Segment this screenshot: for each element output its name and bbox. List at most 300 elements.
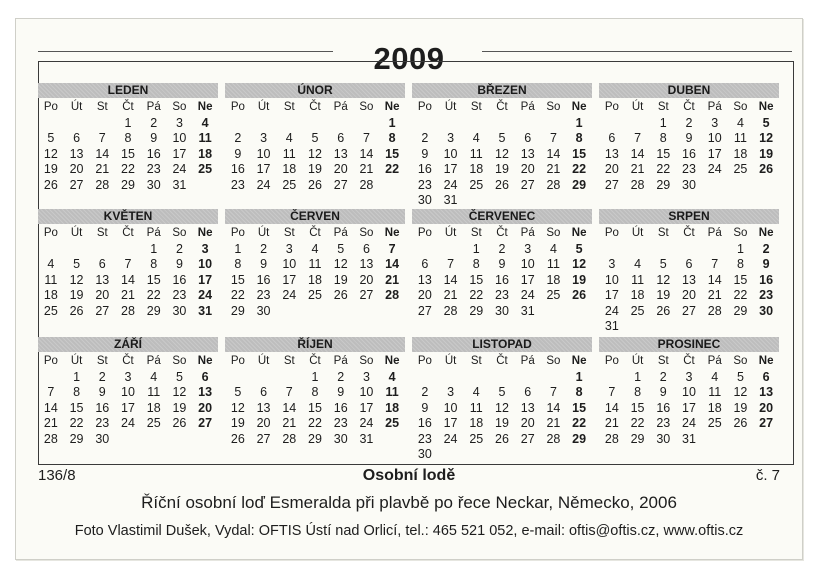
weekday-label: Út <box>444 227 457 239</box>
day-cell: 10 <box>520 257 535 271</box>
weekday-label: Po <box>604 227 619 239</box>
day-cell: 3 <box>447 131 455 145</box>
day-cell: 10 <box>359 385 374 399</box>
day-cell: 13 <box>198 385 213 399</box>
day-cell: 12 <box>69 272 84 287</box>
day-cell: 2 <box>659 369 667 384</box>
day-cell: 2 <box>762 241 770 256</box>
day-cell: 6 <box>524 131 532 145</box>
day-cell: 15 <box>656 146 671 161</box>
empty-cell <box>115 242 141 258</box>
weekday-label: Čt <box>309 227 321 239</box>
day-cell: 5 <box>736 369 744 384</box>
day-cell: 27 <box>759 416 774 430</box>
day-cell: 14 <box>359 146 374 161</box>
empty-cell <box>625 116 651 132</box>
day-cell: 9 <box>498 257 506 271</box>
day-cell: 28 <box>546 431 561 446</box>
weekday-label: Ne <box>571 355 587 367</box>
day-cell: 28 <box>443 303 458 318</box>
weekday-label: Út <box>70 227 83 239</box>
day-cell: 7 <box>608 385 616 399</box>
weekday-label: Po <box>230 355 245 367</box>
month-block <box>38 83 218 193</box>
day-cell: 22 <box>69 416 84 430</box>
day-cell: 8 <box>575 131 583 145</box>
day-cell: 26 <box>308 177 322 192</box>
day-cell: 28 <box>43 431 58 446</box>
day-cell: 9 <box>337 385 345 399</box>
publisher-credits: Foto Vlastimil Dušek, Vydal: OFTIS Ústí nad Orlicí, tel.: 465 521 052, e-mail: oftis@oftis.cz, www.oftis.cz <box>74 523 744 539</box>
weekday-label: Pá <box>520 227 535 239</box>
day-cell: 27 <box>520 431 535 446</box>
month-name: KVĚTEN <box>38 209 218 224</box>
empty-cell <box>225 116 251 132</box>
day-cell: 14 <box>630 146 645 161</box>
weekday-label: So <box>733 227 748 239</box>
day-cell: 29 <box>733 303 748 318</box>
day-cell: 29 <box>572 177 587 192</box>
month-days-grid <box>225 226 405 319</box>
day-cell: 28 <box>707 303 722 318</box>
day-cell: 19 <box>172 400 187 415</box>
day-cell: 21 <box>630 162 645 176</box>
day-cell: 23 <box>656 416 671 430</box>
day-cell: 21 <box>546 416 561 430</box>
day-cell: 13 <box>417 272 432 287</box>
day-cell: 25 <box>707 416 722 430</box>
month-block <box>599 337 779 447</box>
day-cell: 28 <box>95 177 110 192</box>
day-cell: 31 <box>443 193 458 207</box>
day-cell: 3 <box>447 385 455 399</box>
month-days-grid <box>412 100 592 209</box>
month-name: PROSINEC <box>599 337 779 352</box>
day-cell: 7 <box>711 257 719 271</box>
day-cell: 8 <box>124 131 132 145</box>
weekday-label: St <box>470 101 482 113</box>
day-cell: 29 <box>630 431 645 446</box>
month-name: LISTOPAD <box>412 337 592 352</box>
month-name: DUBEN <box>599 83 779 98</box>
day-cell: 11 <box>469 400 483 415</box>
day-cell: 26 <box>656 303 671 318</box>
day-cell: 22 <box>146 288 161 302</box>
weekday-label: Čt <box>683 101 695 113</box>
month-days-grid <box>412 226 592 319</box>
day-cell: 12 <box>733 385 748 399</box>
day-cell: 16 <box>495 272 509 287</box>
weekday-label: Po <box>230 101 245 113</box>
day-cell: 9 <box>150 131 158 145</box>
day-cell: 24 <box>198 288 213 302</box>
day-cell: 10 <box>443 146 458 161</box>
empty-cell <box>302 116 328 132</box>
day-cell: 4 <box>47 257 55 271</box>
weekday-label: Ne <box>571 101 587 113</box>
day-cell: 18 <box>630 288 645 302</box>
day-cell: 31 <box>172 177 187 192</box>
day-cell: 23 <box>230 177 245 192</box>
day-cell: 10 <box>604 272 619 287</box>
day-cell: 9 <box>659 385 667 399</box>
day-cell: 15 <box>146 272 161 287</box>
day-cell: 17 <box>198 272 213 287</box>
day-cell: 18 <box>308 272 322 287</box>
day-cell: 31 <box>520 303 535 318</box>
day-cell: 31 <box>359 431 374 446</box>
day-cell: 26 <box>172 416 187 430</box>
day-cell: 22 <box>733 288 748 302</box>
weekday-label: Ne <box>571 227 587 239</box>
weekday-label: Čt <box>122 355 134 367</box>
empty-cell <box>38 116 64 132</box>
day-cell: 10 <box>121 385 135 399</box>
weekday-label: Po <box>604 101 619 113</box>
day-cell: 3 <box>362 369 370 384</box>
day-cell: 11 <box>733 131 747 145</box>
day-cell: 17 <box>443 162 458 176</box>
day-cell: 6 <box>762 369 770 384</box>
day-cell: 18 <box>469 416 484 430</box>
day-cell: 5 <box>659 257 667 271</box>
calendar-year: 2009 <box>373 41 445 76</box>
day-cell: 11 <box>308 257 322 271</box>
day-cell: 4 <box>201 115 209 130</box>
day-cell: 16 <box>172 272 187 287</box>
day-cell: 15 <box>572 146 587 161</box>
day-cell: 24 <box>121 416 135 430</box>
day-cell: 6 <box>685 257 693 271</box>
day-cell: 7 <box>447 257 455 271</box>
empty-cell <box>64 116 90 132</box>
month-days-grid <box>225 354 405 447</box>
empty-cell <box>412 242 438 258</box>
day-cell: 17 <box>443 416 458 430</box>
day-cell: 18 <box>469 162 484 176</box>
day-cell: 3 <box>285 241 293 256</box>
empty-cell <box>438 370 464 386</box>
weekday-label: Út <box>257 227 270 239</box>
month-name: LEDEN <box>38 83 218 98</box>
day-cell: 1 <box>150 241 158 256</box>
day-cell: 20 <box>759 400 774 415</box>
day-cell: 20 <box>256 416 271 430</box>
empty-cell <box>463 370 489 386</box>
day-cell: 10 <box>256 146 271 161</box>
empty-cell <box>251 370 277 386</box>
day-cell: 24 <box>359 416 374 430</box>
weekday-label: So <box>172 101 187 113</box>
empty-cell <box>599 242 625 258</box>
day-cell: 30 <box>333 431 348 446</box>
day-cell: 30 <box>172 303 187 318</box>
day-cell: 18 <box>282 162 297 176</box>
month-block <box>225 83 405 193</box>
day-cell: 12 <box>172 385 187 399</box>
day-cell: 18 <box>546 272 561 287</box>
day-cell: 8 <box>73 385 81 399</box>
day-cell: 23 <box>417 177 432 192</box>
month-block <box>38 337 218 447</box>
weekday-label: Ne <box>197 227 213 239</box>
day-cell: 2 <box>175 241 183 256</box>
day-cell: 27 <box>520 177 535 192</box>
day-cell: 18 <box>385 400 400 415</box>
day-cell: 13 <box>604 146 619 161</box>
day-cell: 30 <box>417 193 432 207</box>
day-cell: 29 <box>308 431 322 446</box>
day-cell: 3 <box>711 115 719 130</box>
day-cell: 1 <box>311 369 319 384</box>
empty-cell <box>251 116 277 132</box>
day-cell: 6 <box>201 369 209 384</box>
day-cell: 19 <box>656 288 671 302</box>
empty-cell <box>702 242 728 258</box>
day-cell: 16 <box>146 146 161 161</box>
day-cell: 27 <box>198 416 213 430</box>
day-cell: 5 <box>498 385 506 399</box>
day-cell: 16 <box>417 162 432 176</box>
day-cell: 13 <box>759 385 774 399</box>
day-cell: 30 <box>759 303 774 318</box>
weekday-label: St <box>96 101 108 113</box>
day-cell: 22 <box>230 288 245 302</box>
month-name: ZÁŘÍ <box>38 337 218 352</box>
day-cell: 11 <box>469 146 483 161</box>
month-days-grid <box>38 100 218 193</box>
day-cell: 18 <box>146 400 161 415</box>
day-cell: 13 <box>359 257 374 271</box>
day-cell: 12 <box>43 146 58 161</box>
weekday-label: So <box>546 227 561 239</box>
day-cell: 29 <box>230 303 245 318</box>
day-cell: 5 <box>47 131 55 145</box>
day-cell: 10 <box>172 131 187 145</box>
day-cell: 8 <box>736 257 744 271</box>
day-cell: 13 <box>95 272 110 287</box>
weekday-label: St <box>283 355 295 367</box>
day-cell: 10 <box>707 131 722 145</box>
day-cell: 17 <box>707 146 722 161</box>
day-cell: 8 <box>150 257 158 271</box>
empty-cell <box>225 370 251 386</box>
weekday-label: Čt <box>309 101 321 113</box>
day-cell: 12 <box>308 146 322 161</box>
day-cell: 3 <box>685 369 693 384</box>
weekday-label: Ne <box>384 355 400 367</box>
day-cell: 8 <box>575 385 583 399</box>
month-block <box>38 209 218 319</box>
day-cell: 23 <box>256 288 271 302</box>
day-cell: 19 <box>495 162 509 176</box>
weekday-label: Čt <box>122 101 134 113</box>
month-block <box>599 83 779 193</box>
day-cell: 8 <box>659 131 667 145</box>
day-cell: 8 <box>311 385 319 399</box>
weekday-label: So <box>359 101 374 113</box>
day-cell: 8 <box>388 131 396 145</box>
day-cell: 15 <box>308 400 322 415</box>
day-cell: 21 <box>385 272 400 287</box>
weekday-label: Ne <box>758 101 774 113</box>
month-days-grid <box>412 354 592 463</box>
day-cell: 2 <box>337 369 345 384</box>
empty-cell <box>64 242 90 258</box>
weekday-label: Pá <box>520 355 535 367</box>
day-cell: 20 <box>520 416 535 430</box>
weekday-label: Pá <box>146 227 161 239</box>
day-cell: 19 <box>43 162 58 176</box>
weekday-label: Čt <box>122 227 134 239</box>
day-cell: 22 <box>385 162 400 176</box>
empty-cell <box>438 242 464 258</box>
day-cell: 22 <box>630 416 645 430</box>
day-cell: 19 <box>495 416 509 430</box>
empty-cell <box>489 116 515 132</box>
day-cell: 6 <box>524 385 532 399</box>
day-cell: 30 <box>682 177 696 192</box>
month-days-grid <box>38 354 218 447</box>
day-cell: 9 <box>685 131 693 145</box>
day-cell: 2 <box>98 369 106 384</box>
weekday-label: Pá <box>333 227 348 239</box>
day-cell: 22 <box>121 162 135 176</box>
day-cell: 15 <box>69 400 84 415</box>
photo-caption: Říční osobní loď Esmeralda při plavbě po řece Neckar, Německo, 2006 <box>141 493 677 512</box>
day-cell: 1 <box>234 241 242 256</box>
weekday-label: St <box>657 101 669 113</box>
weekday-label: Pá <box>707 227 722 239</box>
weekday-label: Út <box>257 355 270 367</box>
day-cell: 19 <box>230 416 245 430</box>
day-cell: 4 <box>736 115 744 130</box>
day-cell: 24 <box>682 416 696 430</box>
day-cell: 25 <box>630 303 645 318</box>
day-cell: 3 <box>124 369 132 384</box>
day-cell: 20 <box>417 288 432 302</box>
day-cell: 8 <box>634 385 642 399</box>
day-cell: 8 <box>472 257 480 271</box>
weekday-label: Čt <box>309 355 321 367</box>
day-cell: 16 <box>333 400 348 415</box>
day-cell: 20 <box>520 162 535 176</box>
day-cell: 23 <box>172 288 187 302</box>
weekday-label: So <box>733 101 748 113</box>
day-cell: 7 <box>285 385 293 399</box>
day-cell: 11 <box>631 272 645 287</box>
day-cell: 22 <box>469 288 484 302</box>
weekday-label: Pá <box>146 355 161 367</box>
weekday-label: Po <box>604 355 619 367</box>
day-cell: 14 <box>282 400 297 415</box>
day-cell: 28 <box>630 177 645 192</box>
day-cell: 1 <box>659 115 667 130</box>
empty-cell <box>89 116 115 132</box>
day-cell: 29 <box>572 431 587 446</box>
day-cell: 2 <box>685 115 693 130</box>
day-cell: 28 <box>604 431 619 446</box>
day-cell: 27 <box>682 303 696 318</box>
day-cell: 5 <box>73 257 81 271</box>
day-cell: 7 <box>98 131 106 145</box>
day-cell: 4 <box>634 257 642 271</box>
day-cell: 28 <box>359 177 374 192</box>
day-cell: 19 <box>572 272 587 287</box>
day-cell: 9 <box>175 257 183 271</box>
day-cell: 17 <box>359 400 374 415</box>
day-cell: 21 <box>43 416 58 430</box>
day-cell: 24 <box>256 177 271 192</box>
day-cell: 23 <box>417 431 432 446</box>
day-cell: 21 <box>604 416 619 430</box>
empty-cell <box>463 116 489 132</box>
weekday-label: Po <box>417 355 432 367</box>
day-cell: 19 <box>333 272 348 287</box>
day-cell: 24 <box>282 288 297 302</box>
day-cell: 6 <box>337 131 345 145</box>
empty-cell <box>438 116 464 132</box>
weekday-label: St <box>96 355 108 367</box>
day-cell: 26 <box>230 431 245 446</box>
day-cell: 14 <box>546 146 561 161</box>
day-cell: 26 <box>495 177 509 192</box>
weekday-label: Ne <box>758 355 774 367</box>
day-cell: 19 <box>733 400 748 415</box>
day-cell: 12 <box>230 400 245 415</box>
empty-cell <box>515 370 541 386</box>
day-cell: 13 <box>69 146 84 161</box>
catalog-code: 136/8 <box>38 467 76 484</box>
day-cell: 10 <box>443 400 458 415</box>
weekday-label: Ne <box>197 101 213 113</box>
day-cell: 24 <box>520 288 535 302</box>
day-cell: 21 <box>707 288 722 302</box>
day-cell: 14 <box>546 400 561 415</box>
weekday-label: Pá <box>146 101 161 113</box>
empty-cell <box>676 242 702 258</box>
day-cell: 23 <box>682 162 696 176</box>
day-cell: 25 <box>385 416 400 430</box>
day-cell: 6 <box>98 257 106 271</box>
day-cell: 5 <box>337 241 345 256</box>
day-cell: 13 <box>682 272 696 287</box>
empty-cell <box>489 370 515 386</box>
day-cell: 6 <box>608 131 616 145</box>
weekday-label: Pá <box>333 101 348 113</box>
day-cell: 4 <box>472 385 480 399</box>
day-cell: 22 <box>656 162 671 176</box>
month-block <box>412 337 592 463</box>
day-cell: 17 <box>282 272 297 287</box>
day-cell: 2 <box>421 385 429 399</box>
day-cell: 16 <box>95 400 110 415</box>
day-cell: 24 <box>604 303 619 318</box>
day-cell: 5 <box>575 241 583 256</box>
weekday-label: Po <box>43 101 58 113</box>
day-cell: 18 <box>707 400 722 415</box>
day-cell: 7 <box>362 131 370 145</box>
day-cell: 28 <box>546 177 561 192</box>
day-cell: 19 <box>759 146 774 161</box>
day-cell: 25 <box>469 177 484 192</box>
day-cell: 11 <box>282 146 296 161</box>
empty-cell <box>412 370 438 386</box>
day-cell: 12 <box>333 257 348 271</box>
empty-cell <box>38 242 64 258</box>
weekday-label: Čt <box>683 227 695 239</box>
series-title: Osobní lodě <box>362 467 456 484</box>
